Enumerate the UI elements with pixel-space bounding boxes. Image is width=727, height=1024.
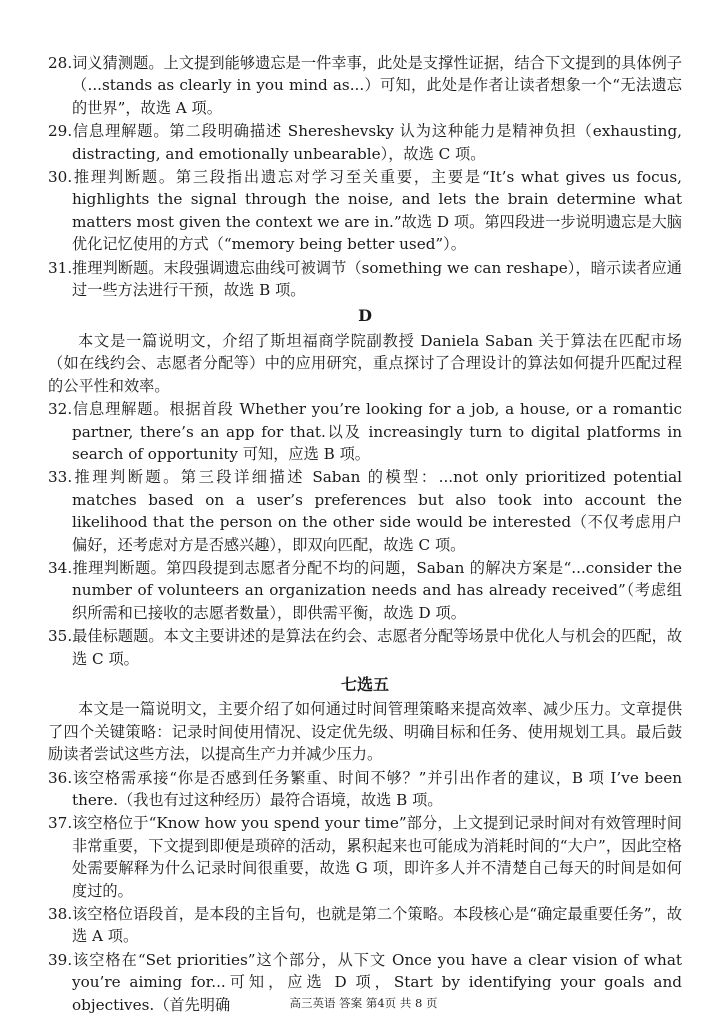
answer-item-38 <box>48 903 682 948</box>
answer-item-36 <box>48 767 682 812</box>
item-text: 该空格位语段首，是本段的主旨句，也就是第二个策略。本段核心是“确定最重要任务”，故选 A 项。 <box>72 905 682 946</box>
item-number: 28. <box>48 54 73 72</box>
answer-content <box>48 52 682 1017</box>
section-d-heading: D <box>358 306 372 326</box>
item-number: 37. <box>48 814 73 833</box>
item-number: 32. <box>48 400 73 419</box>
answer-item-37 <box>48 812 682 902</box>
item-text: 信息理解题。根据首段 Whether you’re looking for a job, a house, or a romantic partner, there’s an app for that.以及 increasingly turn to digital platforms in search of opportunity 可知，应选 B 项。 <box>72 400 682 463</box>
item-text: 推理判断题。第三段详细描述 Saban 的模型：...not only prioritized potential matches based on a user’s preferences but also took into account the likelihood that the person on the other side would be interested（不仅考虑用户偏好，还考虑对方是否感兴趣），即双向匹配，故选 C 项。 <box>72 468 682 554</box>
item-text: 推理判断题。第三段指出遗忘对学习至关重要，主要是“It’s what gives us focus, highlights the signal through the noise, and lets the brain determine what matters most given the context we are in.”故选 D 项。第四段进一步说明遗忘是大脑优化记忆使用的方式（“memory being better used”）。 <box>72 168 682 254</box>
answer-item-29 <box>48 120 682 165</box>
item-number: 36. <box>48 768 73 787</box>
answer-item-33 <box>48 466 682 556</box>
item-text: 词义猜测题。上文提到能够遗忘是一件幸事，此处是支撑性证据，结合下文提到的具体例子（...stands as clearly in you mind as...）可知，此处是作者让读者想象一个“无法遗忘的世界”，故选 A 项。 <box>72 54 682 117</box>
item-number: 33. <box>48 468 73 487</box>
section-7-heading: 七选五 <box>340 674 389 694</box>
item-number: 34. <box>48 558 73 577</box>
answer-item-28 <box>48 52 682 119</box>
section-7-intro: 本文是一篇说明文，主要介绍了如何通过时间管理策略来提高效率、减少压力。文章提供了四个关键策略：记录时间使用情况、设定优先级、明确目标和任务、使用规划工具。最后鼓励读者尝试这些方法，以提高生产力并减少压力。 <box>48 700 682 764</box>
item-text: 信息理解题。第二段明确描述 Shereshevsky 认为这种能力是精神负担（exhausting, distracting, and emotionally unbearable），故选 C 项。 <box>72 122 682 163</box>
item-text: 该空格在“Set priorities”这个部分，从下文 Once you have a clear vision of what you’re aiming for...可知，应选 D 项，Start by identifying your goals and objectives.（首先明确 <box>72 950 682 1014</box>
item-text: 最佳标题题。本文主要讲述的是算法在约会、志愿者分配等场景中优化人与机会的匹配，故选 C 项。 <box>72 627 682 668</box>
item-text: 该空格需承接“你是否感到任务繁重、时间不够？”并引出作者的建议，B 项 I’ve been there.（我也有过这种经历）最符合语境，故选 B 项。 <box>72 768 682 809</box>
item-text: 推理判断题。末段强调遗忘曲线可被调节（something we can reshape），暗示读者应通过一些方法进行干预，故选 B 项。 <box>72 258 682 300</box>
item-number: 39. <box>48 950 73 969</box>
item-text: 推理判断题。第四段提到志愿者分配不均的问题，Saban 的解决方案是“...consider the number of volunteers an organization needs and has already received”（考虑组织所需和已接收的志愿者数量），即供需平衡，故选 D 项。 <box>72 558 682 622</box>
answer-item-34 <box>48 557 682 624</box>
section-d-intro: 本文是一篇说明文，介绍了斯坦福商学院副教授 Daniela Saban 关于算法在匹配市场（如在线约会、志愿者分配等）中的应用研究，重点探讨了合理设计的算法如何提升匹配过程的公平性和效率。 <box>48 331 682 395</box>
item-number: 38. <box>48 905 73 924</box>
answer-item-30 <box>48 166 682 256</box>
answer-item-32 <box>48 398 682 465</box>
page-footer: 高三英语 答案 第4页 共 8 页 <box>289 996 438 1010</box>
item-number: 30. <box>48 168 73 187</box>
item-number: 35. <box>48 627 73 646</box>
answer-item-31 <box>48 257 682 302</box>
item-number: 29. <box>48 122 73 141</box>
answer-item-35 <box>48 625 682 670</box>
item-number: 31. <box>48 258 73 277</box>
item-text: 该空格位于“Know how you spend your time”部分，上文提到记录时间对有效管理时间非常重要，下文提到即便是琐碎的活动，累积起来也可能成为消耗时间的“大户”，因此空格处需要解释为什么记录时间很重要，故选 G 项，即许多人并不清楚自己每天的时间是如何度过的。 <box>72 814 682 900</box>
